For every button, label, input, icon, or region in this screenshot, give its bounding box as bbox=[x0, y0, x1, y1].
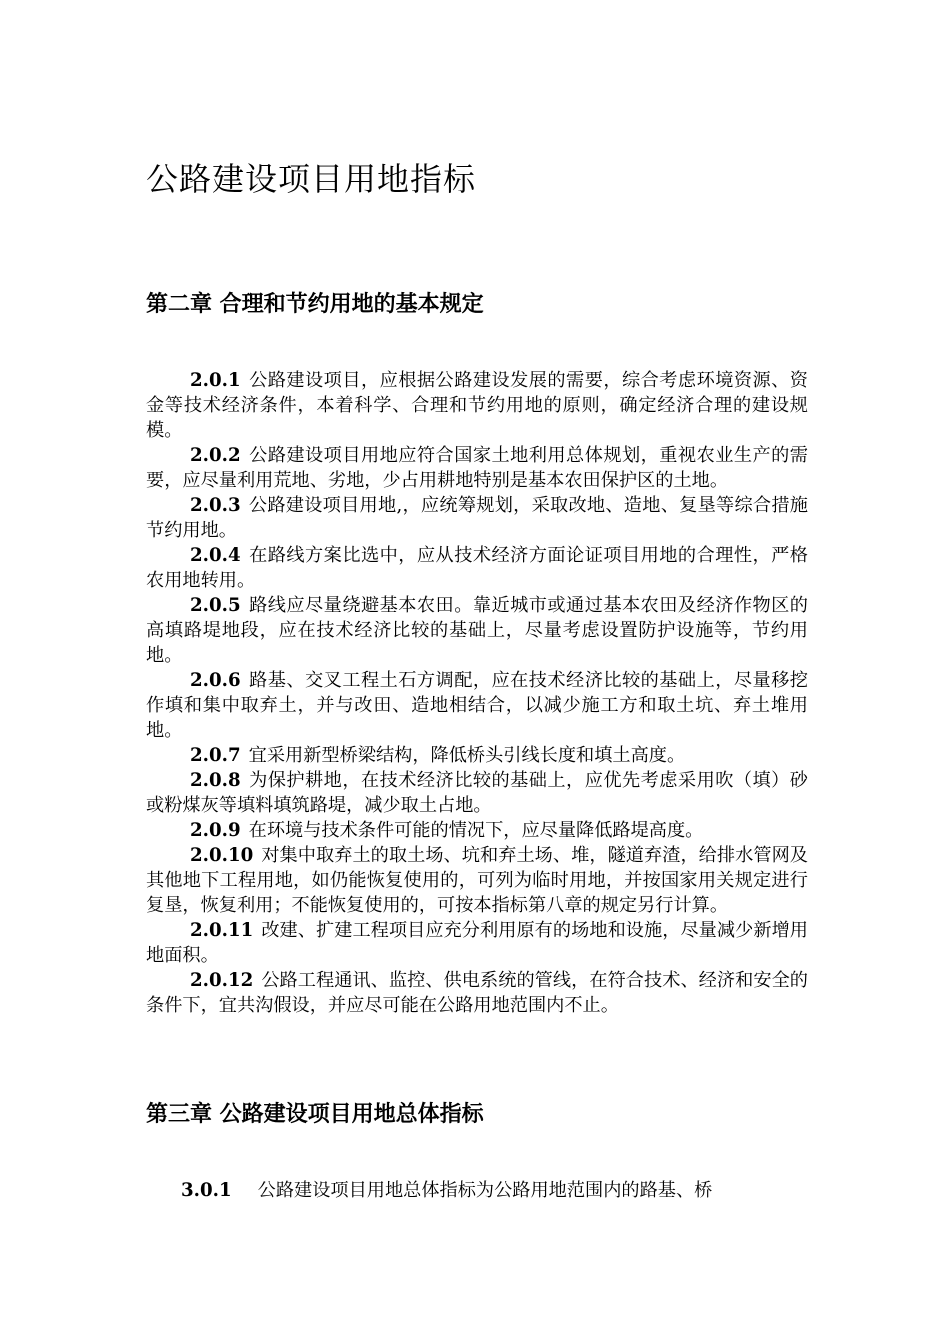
clause-2-0-8 bbox=[146, 768, 808, 818]
clause-text: 改建、扩建工程项目应充分利用原有的场地和设施，尽量减少新增用地面积。 bbox=[146, 920, 808, 966]
clause-number: 2.0.9 bbox=[190, 820, 241, 841]
clause-number: 2.0.6 bbox=[190, 670, 241, 691]
clause-text: 路线应尽量绕避基本农田。靠近城市或通过基本农田及经济作物区的高填路堤地段，应在技术经济比较的基础上，尽量考虑设置防护设施等，节约用地。 bbox=[146, 595, 808, 666]
clause-text: 路基、交叉工程土石方调配，应在技术经济比较的基础上，尽量移挖作填和集中取弃土，并与改田、造地相结合，以减少施工方和取土坑、弃土堆用地。 bbox=[146, 670, 808, 741]
clause-2-0-12 bbox=[146, 968, 808, 1018]
clause-2-0-5 bbox=[146, 593, 808, 668]
clause-text: 对集中取弃土的取土场、坑和弃土场、堆，隧道弃渣，给排水管网及其他地下工程用地，如仍能恢复使用的，可列为临时用地，并按国家用关规定进行复垦，恢复利用；不能恢复使用的，可按本指标第八章的规定另行计算。 bbox=[146, 845, 808, 916]
clause-number: 2.0.3 bbox=[190, 495, 241, 516]
clause-2-0-4 bbox=[146, 543, 808, 593]
clause-2-0-10 bbox=[146, 843, 808, 918]
clause-2-0-9 bbox=[146, 818, 808, 843]
clause-text: 公路建设项目用地总体指标为公路用地范围内的路基、桥 bbox=[257, 1180, 713, 1201]
chapter-2-heading: 第二章 合理和节约用地的基本规定 bbox=[146, 292, 484, 317]
chapter-3-heading: 第三章 公路建设项目用地总体指标 bbox=[146, 1102, 484, 1127]
clause-2-0-6 bbox=[146, 668, 808, 743]
clause-number: 2.0.5 bbox=[190, 595, 241, 616]
clause-text: 在环境与技术条件可能的情况下，应尽量降低路堤高度。 bbox=[248, 820, 704, 841]
clause-number: 3.0.1 bbox=[181, 1180, 232, 1201]
clause-number: 2.0.8 bbox=[190, 770, 241, 791]
clause-text: 公路建设项目用地应符合国家土地利用总体规划，重视农业生产的需要，应尽量利用荒地、劣地，少占用耕地特别是基本农田保护区的土地。 bbox=[146, 445, 808, 491]
clause-3-0-1 bbox=[146, 1178, 808, 1203]
clause-2-0-2 bbox=[146, 443, 808, 493]
clause-number: 2.0.11 bbox=[190, 920, 254, 941]
clause-2-0-1 bbox=[146, 368, 808, 443]
clause-number: 2.0.12 bbox=[190, 970, 254, 991]
clause-2-0-7 bbox=[146, 743, 808, 768]
clause-2-0-11 bbox=[146, 918, 808, 968]
clause-number: 2.0.2 bbox=[190, 445, 241, 466]
document-title: 公路建设项目用地指标 bbox=[146, 160, 477, 198]
clause-number: 2.0.10 bbox=[190, 845, 254, 866]
clause-text: 宜采用新型桥梁结构，降低桥头引线长度和填土高度。 bbox=[248, 745, 686, 766]
clause-number: 2.0.4 bbox=[190, 545, 241, 566]
clause-text: 公路工程通讯、监控、供电系统的管线，在符合技术、经济和安全的条件下，宜共沟假设，并应尽可能在公路用地范围内不止。 bbox=[146, 970, 808, 1016]
clause-number: 2.0.1 bbox=[190, 370, 241, 391]
clause-number: 2.0.7 bbox=[190, 745, 241, 766]
clause-text: 公路建设项目用地,，应统筹规划，采取改地、造地、复垦等综合措施节约用地。 bbox=[146, 495, 808, 541]
clause-text: 公路建设项目，应根据公路建设发展的需要，综合考虑环境资源、资金等技术经济条件，本着科学、合理和节约用地的原则，确定经济合理的建设规模。 bbox=[146, 370, 808, 441]
clause-text: 为保护耕地，在技术经济比较的基础上，应优先考虑采用吹（填）砂或粉煤灰等填料填筑路堤，减少取土占地。 bbox=[146, 770, 808, 816]
clause-2-0-3 bbox=[146, 493, 808, 543]
chapter-2-clauses bbox=[146, 368, 808, 1018]
clause-text: 在路线方案比选中，应从技术经济方面论证项目用地的合理性，严格农用地转用。 bbox=[146, 545, 808, 591]
